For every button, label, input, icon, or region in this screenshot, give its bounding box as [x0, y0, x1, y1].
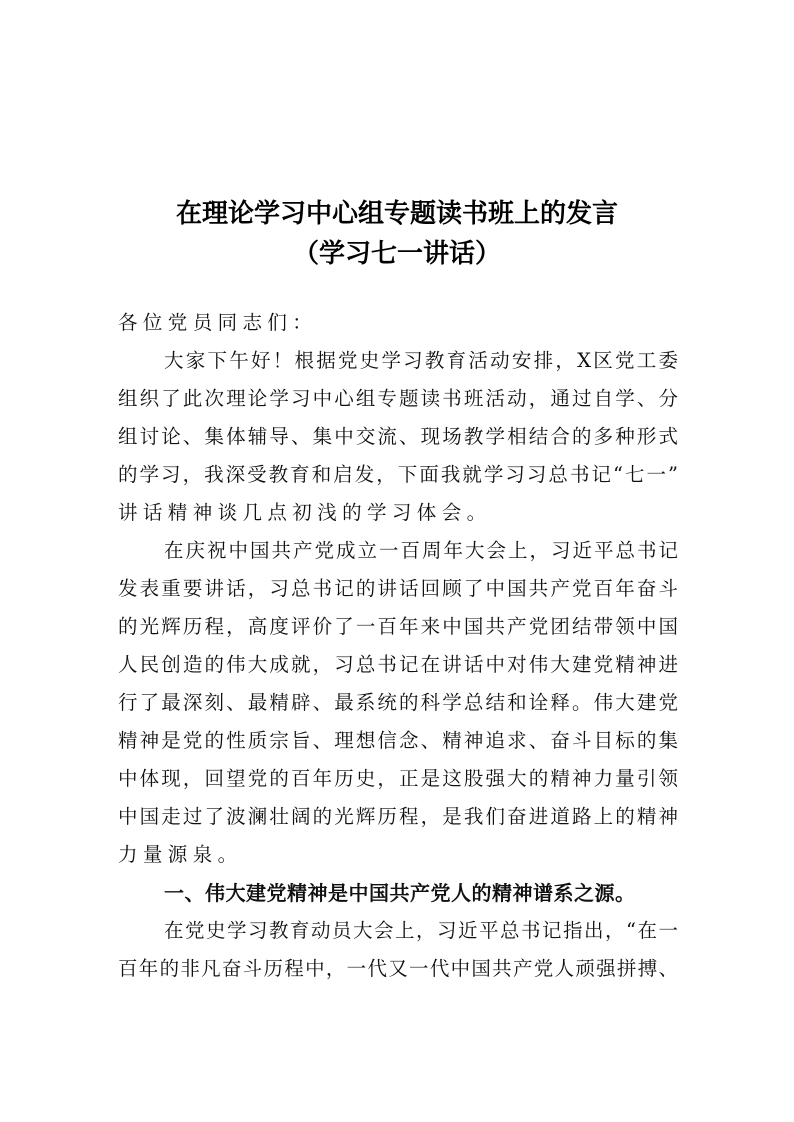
paragraph-line: 行了最深刻、最精辟、最系统的科学总结和诠释。伟大建党: [118, 691, 678, 714]
paragraph-line: 组讨论、集体辅导、集中交流、现场教学相结合的多种形式: [118, 425, 678, 448]
section-heading: 一、伟大建党精神是中国共产党人的精神谱系之源。: [164, 881, 636, 905]
salutation: 各位党员同志们：: [118, 311, 318, 334]
paragraph-line: 力量源泉。: [118, 843, 243, 866]
paragraph-line: 的光辉历程，高度评价了一百年来中国共产党团结带领中国: [118, 615, 678, 638]
paragraph-line: 讲话精神谈几点初浅的学习体会。: [118, 501, 492, 524]
document-subtitle: （学习七一讲话）: [292, 239, 501, 269]
paragraph-line: 中国走过了波澜壮阔的光辉历程，是我们奋进道路上的精神: [118, 805, 678, 828]
document-body: [118, 304, 678, 988]
paragraph-line: 中体现，回望党的百年历史，正是这股强大的精神力量引领: [118, 767, 678, 790]
document-title: 在理论学习中心组专题读书班上的发言: [175, 199, 618, 229]
paragraph-line: 在庆祝中国共产党成立一百周年大会上，习近平总书记: [164, 539, 678, 562]
paragraph-line: 在党史学习教育动员大会上，习近平总书记指出，“在一: [164, 919, 678, 942]
paragraph-line: 精神是党的性质宗旨、理想信念、精神追求、奋斗目标的集: [118, 729, 678, 752]
paragraph-line: 组织了此次理论学习中心组专题读书班活动，通过自学、分: [118, 387, 678, 410]
paragraph-line: 人民创造的伟大成就，习总书记在讲话中对伟大建党精神进: [118, 653, 678, 676]
paragraph-line: 百年的非凡奋斗历程中，一代又一代中国共产党人顽强拼搏、: [118, 957, 678, 980]
paragraph-line: 大家下午好！根据党史学习教育活动安排，X区党工委: [164, 349, 678, 372]
paragraph-line: 发表重要讲话，习总书记的讲话回顾了中国共产党百年奋斗: [118, 577, 678, 600]
paragraph-line: 的学习，我深受教育和启发，下面我就学习习总书记“七一”: [118, 463, 678, 486]
